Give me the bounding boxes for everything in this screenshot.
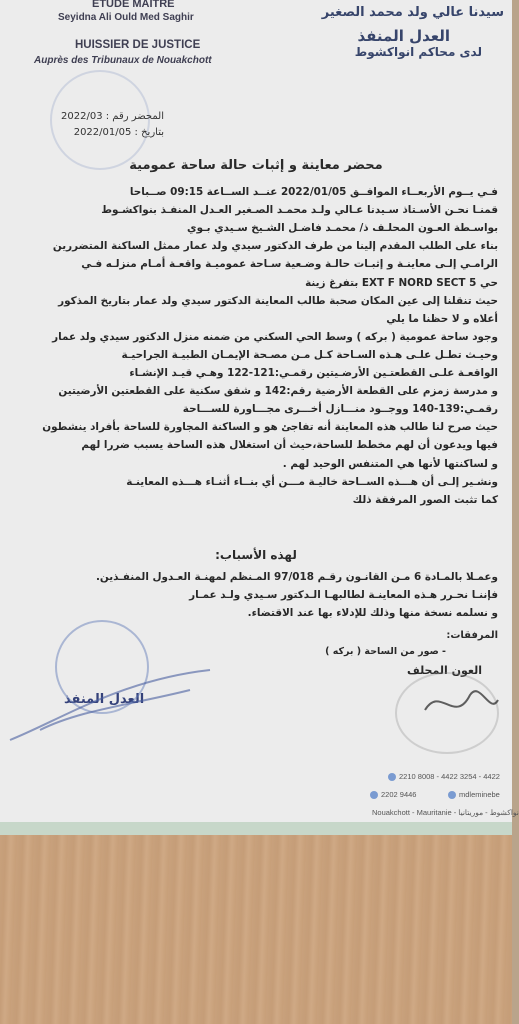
footer-address: Nouakchott - Mauritanie - نواكشوط - موريتانيا [372,808,519,817]
header-huissier: HUISSIER DE JUSTICE [75,39,201,51]
reasons-line: وعمـلا بالمـادة 6 مـن القانـون رقـم 97/018 المـنظم لمهنـة العـدول المنفـذين. [95,571,498,583]
phone-icon [388,773,396,781]
body-line: و مدرسة زمزم على القطعة الأرضية رقم:142 و شقق سكنية على القطعتين الأرضيتين [58,385,498,398]
body-line: ونشـير إلـى أن هـــذه الســاحة خاليـة مـــن أي بنــاء أثنـاء هـــذه المعاينـة [126,475,498,488]
footer-email: mdleminebe [448,790,500,799]
body-line: فيها ويدعون أن لهم مخطط للساحة،حيث أن استغلال هذه الساحة يسبب ضررا لهم [81,439,498,452]
header-aupres: Auprès des Tribunaux de Nouakchott [34,55,212,66]
body-line: فـي يــوم الأربعــاء الموافــق 2022/01/05 عنــد الســاعة 09:15 صــباحا [129,186,498,198]
attachments-label: المرفقات: [446,630,498,641]
signature-left-label: العدل المنفذ [64,692,145,707]
record-date: بتاريخ : 2022/01/05 [73,127,164,138]
email-icon [448,791,456,799]
body-line: حي EXT F NORD SECT 5 بتفرغ زينة [305,276,498,289]
header-name-fr: Seyidna Ali Ould Med Saghir [58,12,194,23]
reasons-title: لهذه الأسباب: [215,548,297,562]
body-line: قمنـا نحـن الأسـتاذ سـيدنا عـالي ولـد محمـد الصـغير العـدل المنفـذ بنواكشـوط [101,204,498,217]
body-line: رقمـي:139-140 ووجــود منـــازل أخـــرى مجـــاورة للســـاحة [182,403,498,416]
body-line: أعلاه و لا حظنا ما يلي [386,312,498,325]
body-line: كما تثبت الصور المرفقة ذلك [352,493,498,506]
signature-scribble-right [420,680,500,730]
body-line: وجود ساحة عمومية ( بركه ) وسط الحي السكني من ضمنه منزل الدكتور سيدي ولد عمار [52,330,498,343]
footer-phone2: 2202 9446 [370,790,416,799]
body-line: الواقعـة علـى القطعتـين الأرضـيتين رقمـي:121-122 وهـي قيـد الإنشـاء [129,367,498,379]
body-line: وحيـث تطـل علـى هـذه السـاحة كـل مـن مصـحة الإيمـان الطبيـة الجراحيـة [121,348,498,361]
body-line: و لساكنتها لأنها هي المتنفس الوحيد لهم . [282,457,498,470]
header-etude: ETUDE MAITRE [92,0,175,10]
reasons-line: و نسلمه نسخة منها وذلك للإدلاء بها عند الاقتضاء. [247,607,498,619]
attachment-item: - صور من الساحة ( بركه ) [325,646,446,657]
signature-scribble-left [0,640,230,760]
document-title: محضر معاينة و إثبات حالة ساحة عمومية [129,158,383,173]
body-line: الرامـي إلـى معاينـة و إثبـات حالـة وضـعية سـاحة عموميـة واقعـة أمـام منزلـه فـي [81,258,498,271]
body-line: بواسـطة العـون المحلـف ذ/ محمـد فاضـل الشـيخ سـيدي بـوي [187,222,498,235]
header-title-ar: العدل المنفذ [357,27,450,45]
header-name-ar: سيدنا عالي ولد محمد الصغير [321,5,504,20]
mobile-icon [370,791,378,799]
body-line: بناء على الطلب المقدم إلينا من طرف الدكتور سيدي ولد عمار ممثل الساكنة المتضررين [52,240,498,253]
header-courts-ar: لدى محاكم انواكشوط [354,45,482,59]
wooden-table-background [0,835,512,1024]
reasons-line: فإننـا نحـرر هـذه المعاينـة لطالبهـا الـدكتور سـيدي ولـد عمـار [189,589,498,601]
footer-phones: 2210 8008 - 4422 3254 - 4422 [388,772,500,781]
body-line: حيث تنقلنا إلى عين المكان صحبة طالب المعاينة الدكتور سيدي ولد عمار بتاريخ المذكور [58,294,498,307]
body-line: حيث صرح لنا طالب هذه المعاينة أنه تفاجئ هو و الساكنة المجاورة للساحة بأفراد ينشطون [42,421,498,434]
record-number: المحضر رقم : 2022/03 [61,111,164,122]
signature-right-label: العون المحلف [406,664,482,677]
